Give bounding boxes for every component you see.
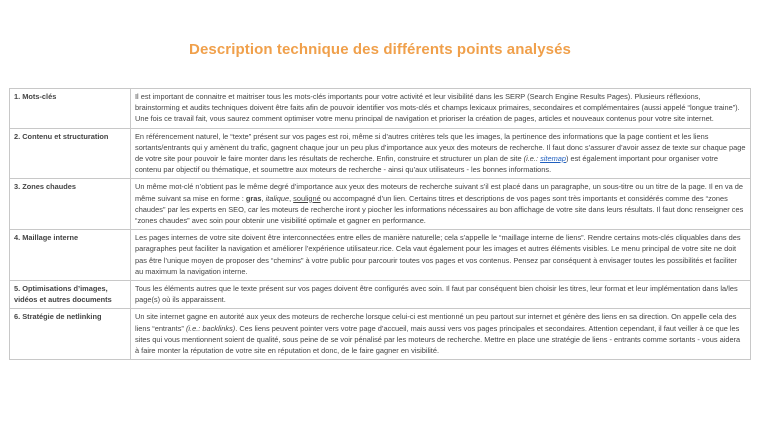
row-text: , xyxy=(289,193,294,203)
row-text: ou accompagné d’un lien. Certains titres et descriptions de vos pages sont très importants et considérés comme des “zones chaudes” par les experts en SEO, car les moteurs de recherche iront y piocher les informations nécessaires au bon affichage de votre site dans leurs résultats. Il faut donc renseigner ces “zones chaudes” avec soin pour obtenir une visibilité optimale et gagner en performance. xyxy=(135,193,744,226)
italic-example: italique xyxy=(265,193,290,203)
row-description: Tous les éléments autres que le texte présent sur vos pages doivent être configurés avec soin. Il faut par conséquent bien choisir les titres, leur format et leur implémentation dans la/les page(s) où ils apparaissent. xyxy=(131,281,751,309)
row-text: Un site internet gagne en autorité aux yeux des moteurs de recherche lorsque celui-ci est mentionné un peu partout sur internet et génère des liens en sa direction. On appelle cela des liens “entrants” xyxy=(135,312,737,333)
table-row xyxy=(10,128,751,179)
row-heading: 3. Zones chaudes xyxy=(10,179,131,230)
row-text: , xyxy=(261,193,266,203)
row-description xyxy=(131,309,751,360)
sitemap-link[interactable]: sitemap xyxy=(540,154,566,164)
row-heading: 5. Optimisations d’images, vidéos et autres documents xyxy=(10,281,131,309)
table-row xyxy=(10,309,751,360)
row-description: Les pages internes de votre site doivent être interconnectées entre elles de manière naturelle; cela s’appelle le “maillage interne de liens”. Rendre certains mots-clés cliquables dans des paragraphes peut faciliter la navigation et améliorer l’expérience utilisateur.rice. Cela vaut également pour les images et autres éléments visibles. Le menu principal de votre site ne doit pas être l’unique moyen de proposer des “chemins” à votre public pour parcourir toutes vos pages et vos contenus. Pensez par conséquent à envisager toutes les possibilités et faciliter au maximum la navigation interne. xyxy=(131,230,751,281)
table-row xyxy=(10,89,751,129)
table-row xyxy=(10,281,751,309)
row-description: Il est important de connaitre et maitriser tous les mots-clés importants pour votre activité et leur visibilité dans les SERP (Search Engine Results Pages). Plusieurs réflexions, brainstorming et audits techniques doivent être faits afin de pouvoir identifier vos mots-clés et champs lexicaux primaires, secondaires et complémentaires (aussi appelé “longue traine”). Une fois ce travail fait, vous saurez comment optimiser votre menu principal de navigation et prioriser la création de pages, articles et nouveaux contenus pour votre site internet. xyxy=(131,89,751,129)
row-heading: 2. Contenu et structuration xyxy=(10,128,131,179)
row-text-italic: (i.e.: xyxy=(523,154,541,164)
row-text: . Ces liens peuvent pointer vers votre page d’accueil, mais aussi vers vos pages principales et secondaires. Attention cependant, il faut veiller à ce que les sites qui vous mentionnent soient de qualité, sous peine de se voir pénalisé par les moteurs de recherche. Mettre en place une stratégie de liens - entrants comme sortants - vous aidera à faire monter la réputation de votre site en réputation et donc, de le faire gagner en visibilité. xyxy=(135,323,741,356)
table-row xyxy=(10,230,751,281)
underline-example: souligné xyxy=(293,193,321,203)
row-heading: 1. Mots-clés xyxy=(10,89,131,129)
row-text: En référencement naturel, le “texte” présent sur vos pages est roi, même si d’autres critères tels que les images, la pertinence des informations que la page contient et les liens sortants/entrants qui y amènent du trafic, gagnent chaque jour un peu plus d’importance aux yeux des moteurs de recherche. Il faut donc s’assurer d’avoir assez de texte sur chaque page de votre site pour pouvoir le faire monter dans les résultats de recherche. Enfin, construire et structurer un plan de site xyxy=(135,131,746,164)
row-heading: 6. Stratégie de netlinking xyxy=(10,309,131,360)
table-row xyxy=(10,179,751,230)
row-heading: 4. Maillage interne xyxy=(10,230,131,281)
document-title: Description technique des différents points analysés xyxy=(189,41,571,58)
row-text-italic: (i.e.: backlinks) xyxy=(185,323,236,333)
row-text: Un même mot-clé n’obtient pas le même degré d’importance aux yeux des moteurs de recherche suivant s’il est placé dans un paragraphe, un sous-titre ou un titre de la page. Il en va de même suivant sa mise en forme : xyxy=(135,182,744,203)
row-text: est également important pour organiser votre contenu par objectif ou thématique, et soumettre aux moteurs de recherche - ainsi qu’aux utilisateurs - les bonnes informations. xyxy=(135,154,718,175)
row-description xyxy=(131,179,751,230)
row-text: ) xyxy=(565,154,569,164)
bold-example: gras xyxy=(245,193,262,203)
analysis-table xyxy=(9,88,751,360)
row-description xyxy=(131,128,751,179)
